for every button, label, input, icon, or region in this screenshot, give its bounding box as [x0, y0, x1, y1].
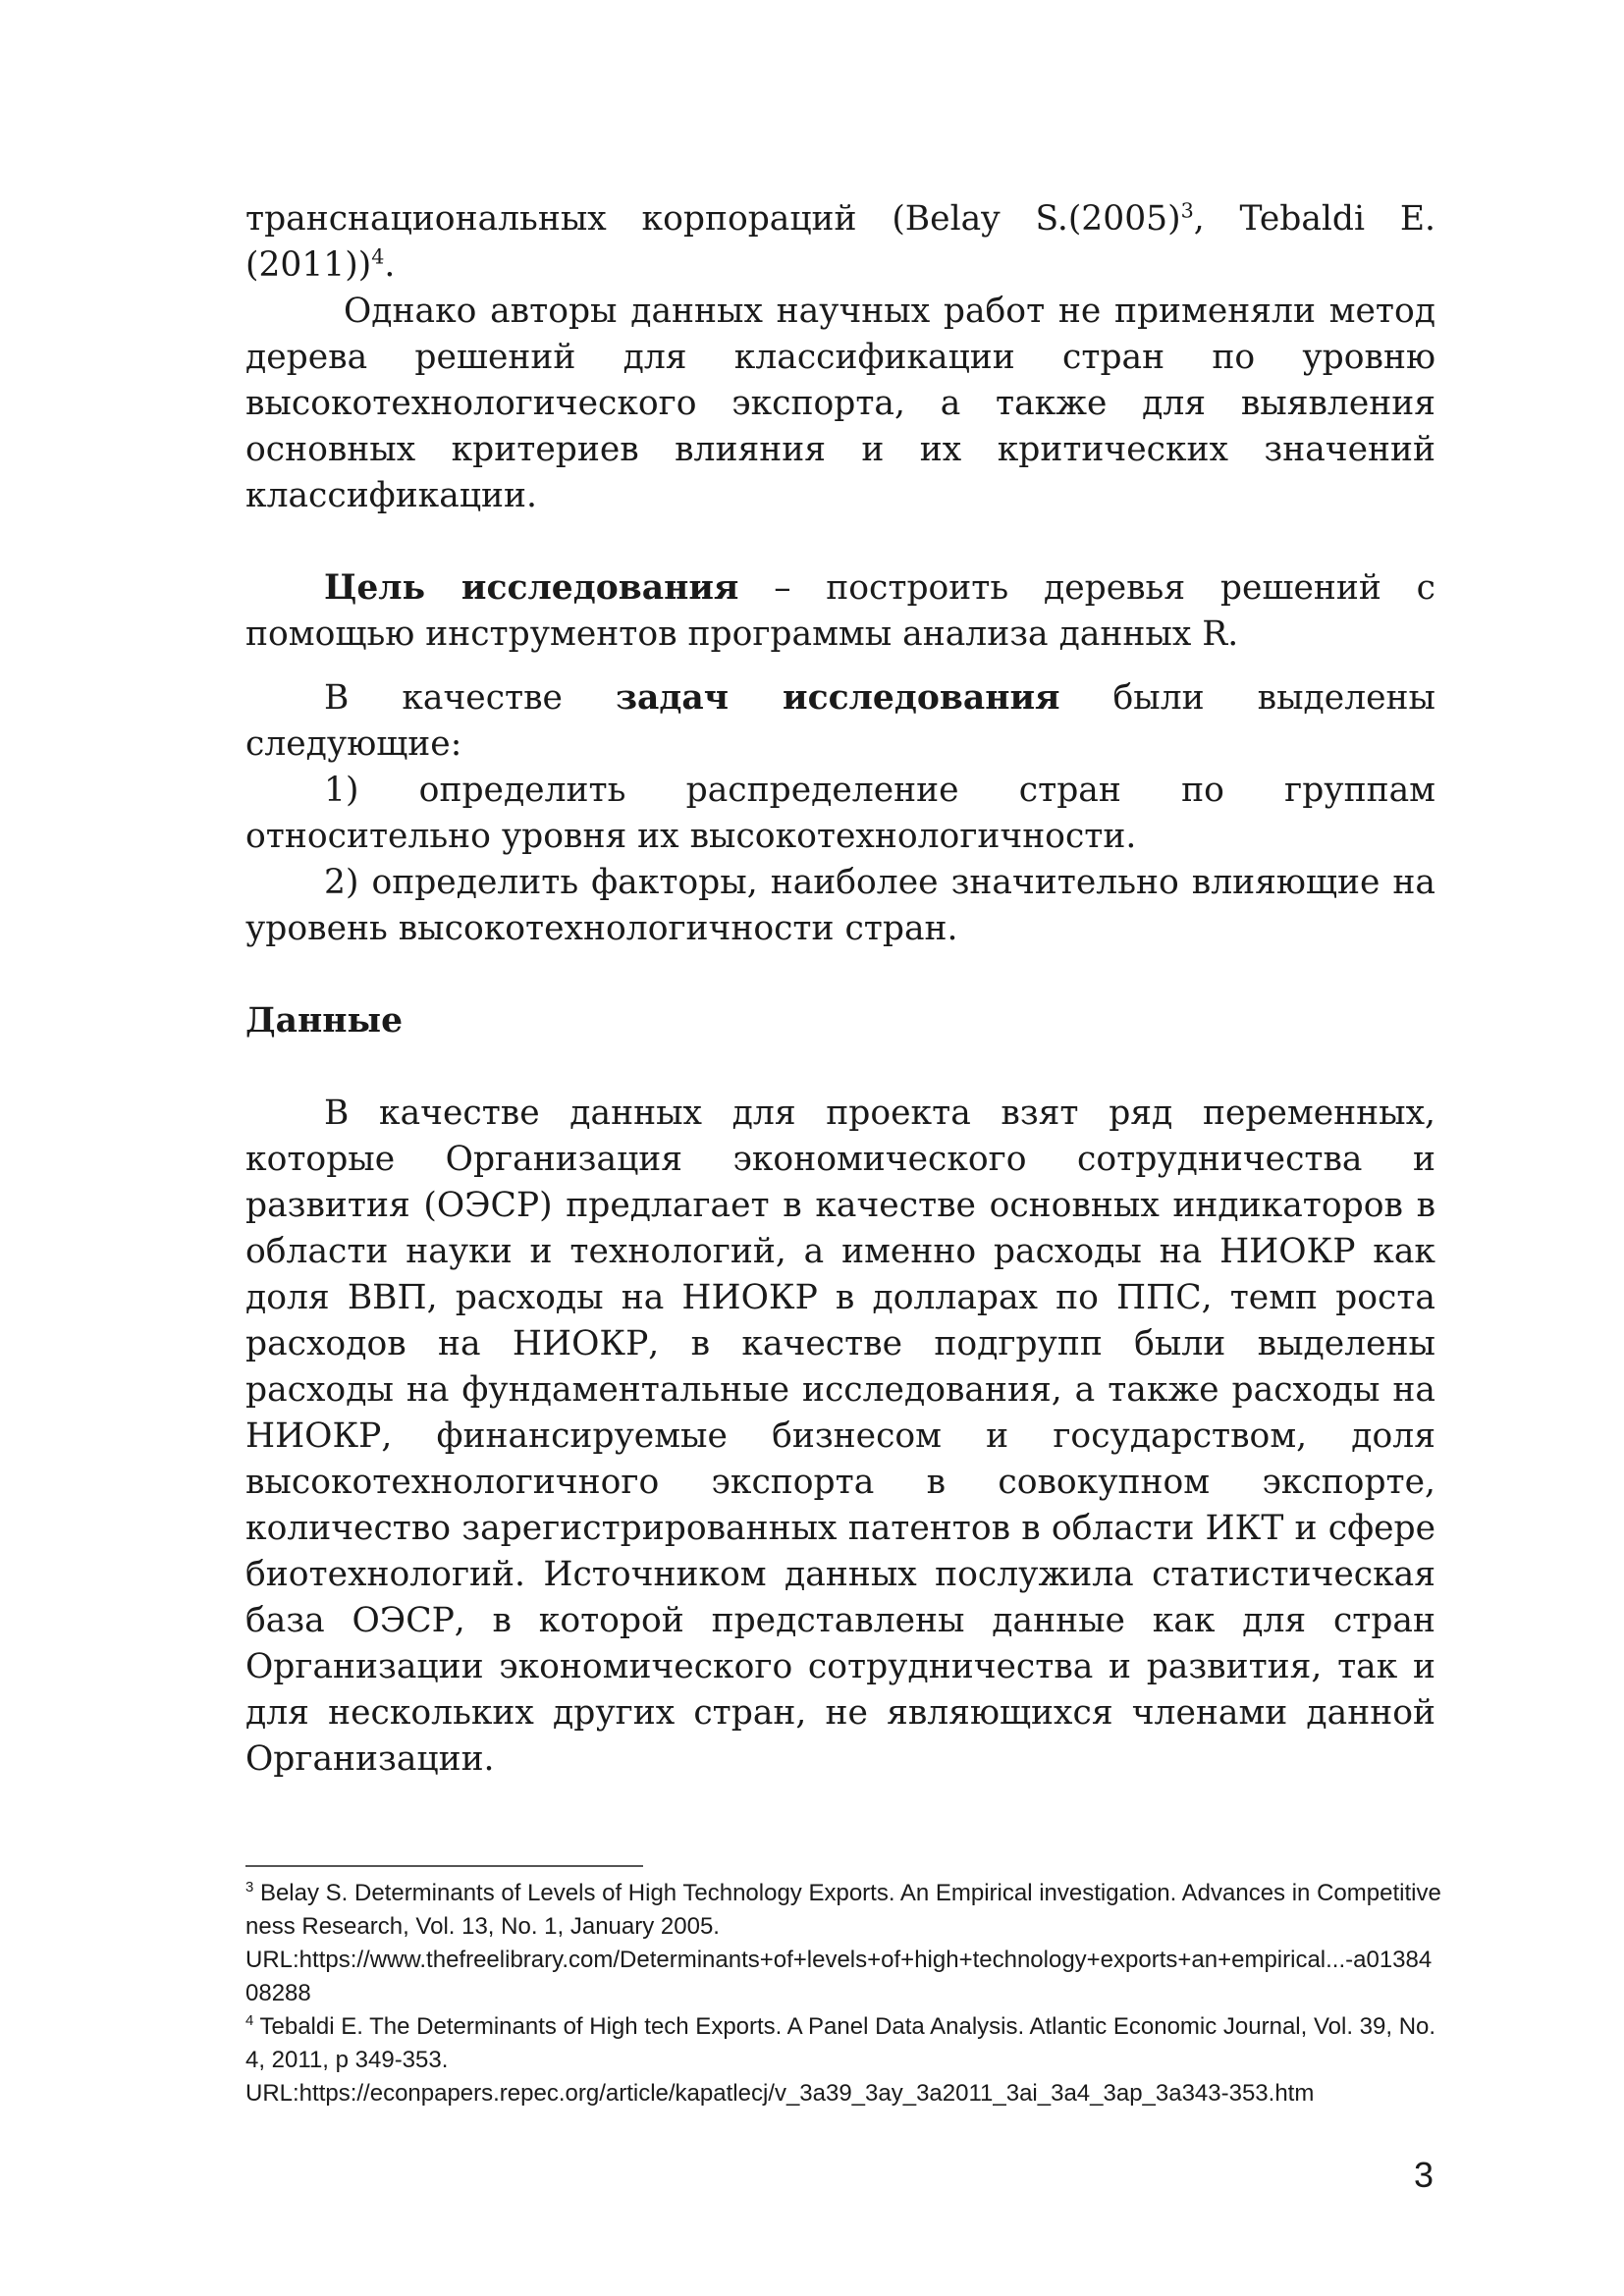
footnote-ref-4[interactable]: 4: [371, 244, 385, 269]
paragraph-however: Однако авторы данных научных работ не применяли метод дерева решений для классификации стран по уровню высокотехнологического экспорта, а также для выявления основных критериев влияния и их критических значений классификации.: [245, 292, 1435, 515]
research-goal-label: Цель исследования: [324, 568, 739, 608]
paragraph-research-tasks: [245, 675, 1435, 768]
footnote-text: Tebaldi E. The Determinants of High tech Exports. A Panel Data Analysis. Atlantic Economic Journal, Vol. 39, No. 4, 2011, p 349-353.: [245, 2013, 1436, 2073]
tasks-intro-end: были выделены следующие:: [245, 678, 1435, 764]
research-goal-text: – построить деревья решений с помощью инструментов программы анализа данных R.: [245, 568, 1436, 654]
footnote-ref-3[interactable]: 3: [1180, 198, 1194, 223]
tasks-label: задач исследования: [615, 678, 1060, 718]
footnotes: [245, 1877, 1443, 2110]
paragraph-text: транснациональных корпораций (Belay S.(2005): [245, 199, 1181, 239]
footnote-3: [245, 1877, 1443, 1944]
footnote-4-url[interactable]: URL:https://econpapers.repec.org/article/kapatlecj/v_3a39_3ay_3a2011_3ai_3a4_3ap_3a343-353.htm: [245, 2080, 1315, 2107]
footnote-3-url[interactable]: URL:https://www.thefreelibrary.com/Determinants+of+levels+of+high+technology+exports+an+empirical...-a0138408288: [245, 1947, 1433, 2006]
footnote-text: Belay S. Determinants of Levels of High Technology Exports. An Empirical investigation. Advances in Competitiveness Research, Vol. 13, No. 1, January 2005.: [245, 1880, 1441, 1940]
footnote-mark: 4: [245, 2013, 254, 2029]
spacer: [245, 1044, 1435, 1091]
paragraph-text: .: [384, 245, 396, 285]
task-item-2: 2) определить факторы, наиболее значительно влияющие на уровень высокотехнологичности стран.: [245, 863, 1435, 948]
paragraph-data-description: В качестве данных для проекта взят ряд переменных, которые Организация экономического сотрудничества и развития (ОЭСР) предлагает в качестве основных индикаторов в области науки и технологий, а именно расходы на НИОКР как доля ВВП, расходы на НИОКР в долларах по ППС, темп роста расходов на НИОКР, в качестве подгрупп были выделены расходы на фундаментальные исследования, а также расходы на НИОКР, финансируемые бизнесом и государством, доля высокотехнологичного экспорта в совокупном экспорте, количество зарегистрированных патентов в области ИКТ и сфере биотехнологий. Источником данных послужила статистическая база ОЭСР, в которой представлены данные как для стран Организации экономического сотрудничества и развития, так и для нескольких других стран, не являющихся членами данной Организации.: [245, 1094, 1435, 1779]
page-number: 3: [1414, 2155, 1435, 2195]
tasks-intro: В качестве: [324, 678, 616, 718]
spacer: [245, 952, 1435, 998]
paragraph-continuation: [245, 196, 1435, 289]
main-text: [245, 196, 1435, 1783]
paragraph-research-goal: [245, 565, 1435, 658]
spacer: [245, 519, 1435, 565]
footnote-separator: [245, 1865, 643, 1867]
footnote-mark: 3: [245, 1880, 254, 1896]
spacer: [245, 658, 1435, 675]
paragraph-text: , Tebaldi E.(2011)): [245, 199, 1435, 285]
section-heading-data: Данные: [245, 1001, 404, 1041]
task-item-1: 1) определить распределение стран по группам относительно уровня их высокотехнологичности.: [245, 771, 1435, 856]
footnote-4: [245, 2010, 1443, 2077]
